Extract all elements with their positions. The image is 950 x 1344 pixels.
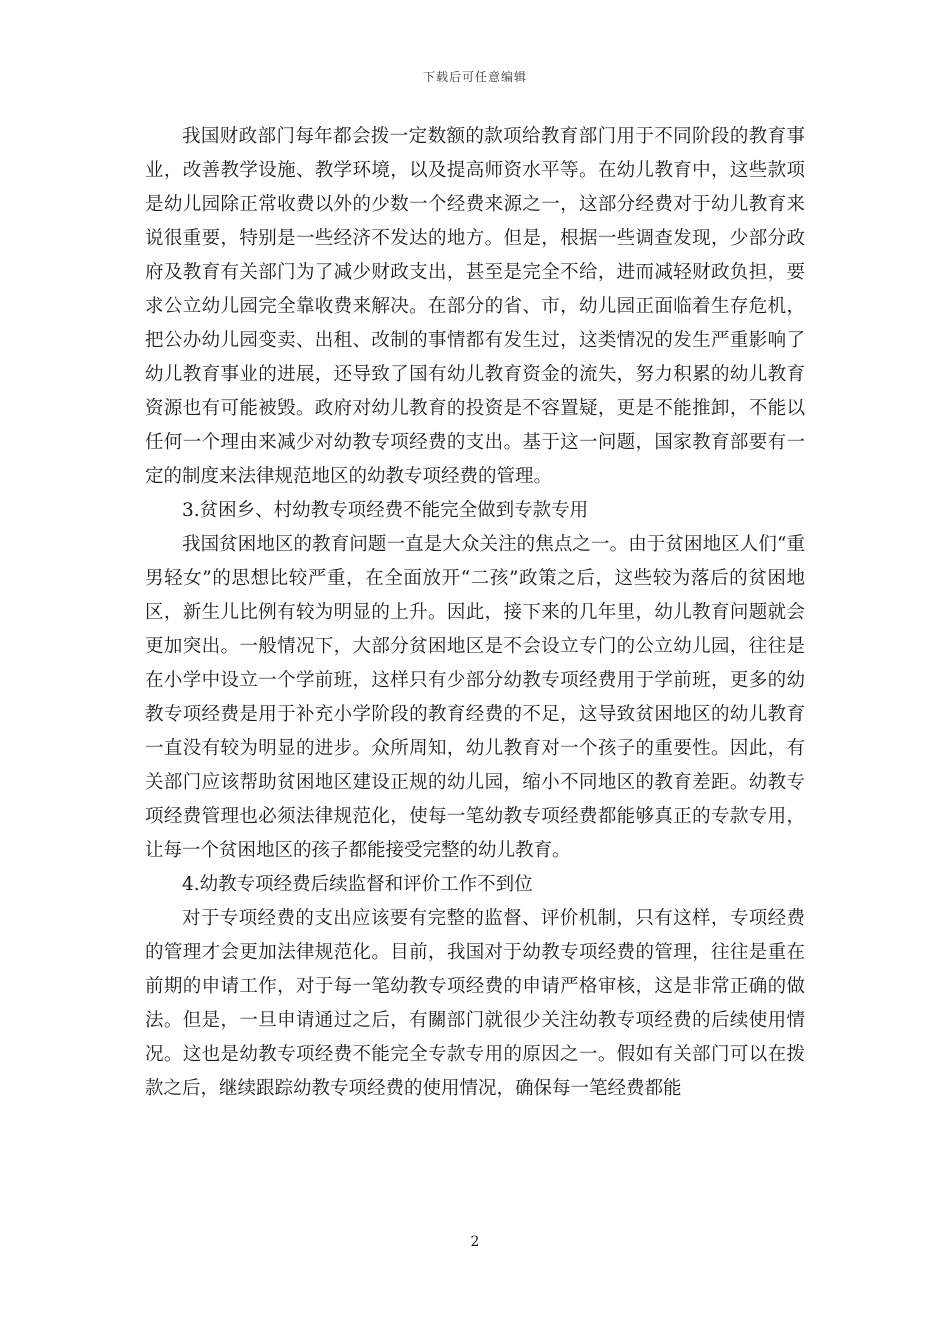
document-body — [145, 120, 805, 1106]
page-header: 下载后可任意编辑 — [422, 70, 527, 84]
paragraph-supervision: 对于专项经费的支出应该要有完整的监督、评价机制，只有这样，专项经费的管理才会更加法律规范化。目前，我国对于幼教专项经费的管理，往往是重在前期的申请工作，对于每一笔幼教专项经费的申请严格审核，这是非常正确的做法。但是，一旦申请通过之后，有關部门就很少关注幼教专项经费的后续使用情况。这也是幼教专项经费不能完全专款专用的原因之一。假如有关部门可以在拨款之后，继续跟踪幼教专项经费的使用情况，确保每一笔经费都能 — [145, 908, 805, 1099]
page-number: 2 — [470, 1234, 480, 1250]
paragraph-poor-regions: 我国贫困地区的教育问题一直是大众关注的焦点之一。由于贫困地区人们“重男轻女”的思想比较严重，在全面放开“二孩”政策之后，这些较为落后的贫困地区，新生儿比例有较为明显的上升。因此，接下来的几年里，幼儿教育问题就会更加突出。一般情况下，大部分贫困地区是不会设立专门的公立幼儿园，往往是在小学中设立一个学前班，这样只有少部分幼教专项经费用于学前班，更多的幼教专项经费是用于补充小学阶段的教育经费的不足，这导致贫困地区的幼儿教育一直没有较为明显的进步。众所周知，幼儿教育对一个孩子的重要性。因此，有关部门应该帮助贫困地区建设正规的幼儿园，缩小不同地区的教育差距。幼教专项经费管理也必须法律规范化，使每一笔幼教专项经费都能够真正的专款专用，让每一个贫困地区的孩子都能接受完整的幼儿教育。 — [145, 534, 805, 861]
section-heading-4: 4.幼教专项经费后续监督和评价工作不到位 — [182, 874, 533, 895]
section-heading-3: 3.贫困乡、村幼教专项经费不能完全做到专款专用 — [182, 500, 589, 521]
paragraph-funding-reduction: 我国财政部门每年都会拨一定数额的款项给教育部门用于不同阶段的教育事业，改善教学设施、教学环境，以及提高师资水平等。在幼儿教育中，这些款项是幼儿园除正常收费以外的少数一个经费来源之一，这部分经费对于幼儿教育来说很重要，特别是一些经济不发达的地方。但是，根据一些调查发现，少部分政府及教育有关部门为了减少财政支出，甚至是完全不给，进而减轻财政负担，要求公立幼儿园完全靠收费来解决。在部分的省、市，幼儿园正面临着生存危机，把公办幼儿园变卖、出租、改制的事情都有发生过，这类情况的发生严重影响了幼儿教育事业的进展，还导致了国有幼儿教育资金的流失，努力积累的幼儿教育资源也有可能被毁。政府对幼儿教育的投资是不容置疑，更是不能推卸，不能以任何一个理由来减少对幼教专项经费的支出。基于这一问题，国家教育部要有一定的制度来法律规范地区的幼教专项经费的管理。 — [145, 126, 805, 487]
